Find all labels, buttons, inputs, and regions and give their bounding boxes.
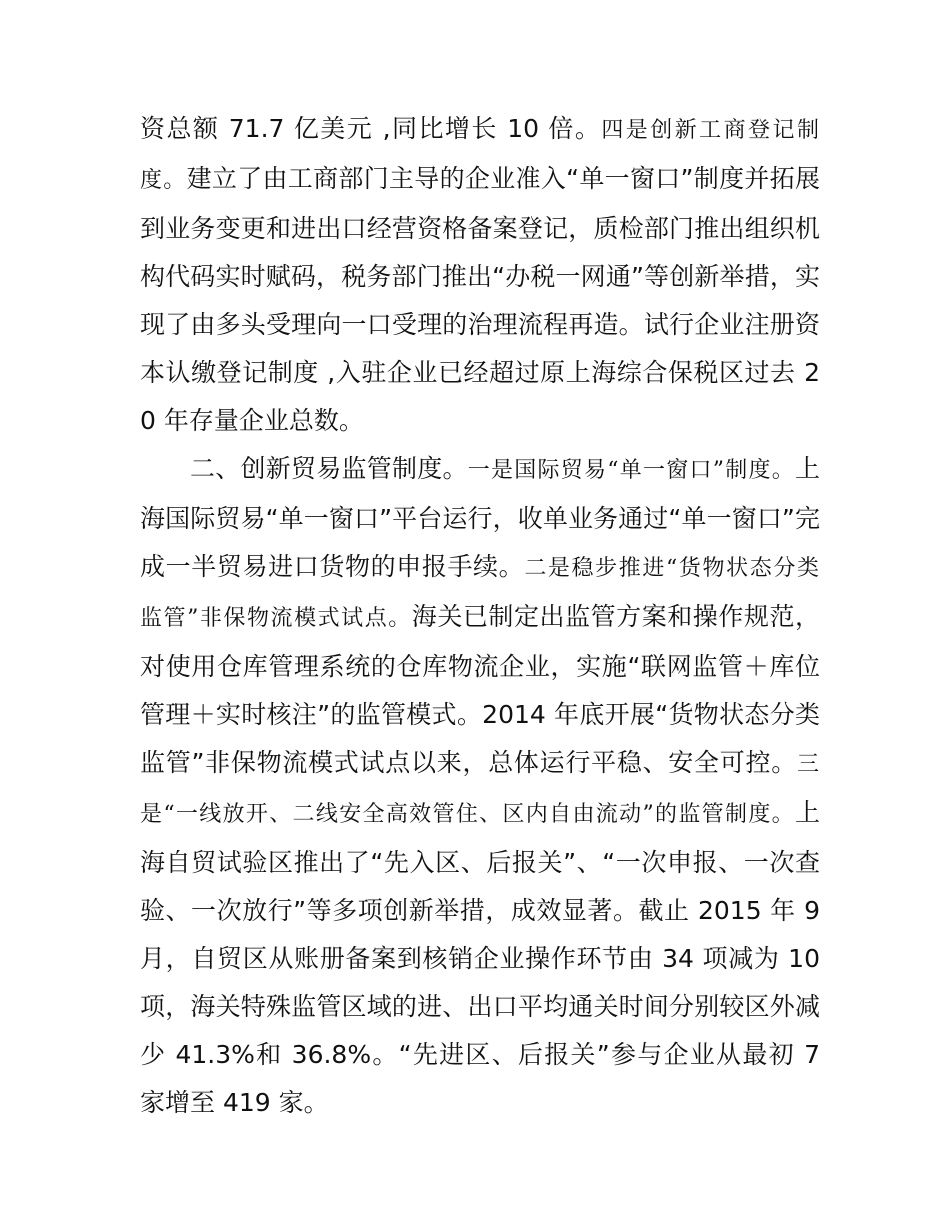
document-body	[140, 105, 820, 1127]
paragraph-1-heading: 四是创新工商登记制度。	[140, 118, 820, 193]
subheading-2: 二是稳步推进“货物状态分类监管”非保物流模式试点。	[140, 556, 820, 631]
paragraph-2-text-3: 上海自贸试验区推出了“先入区、后报关”、“一次申报、一次查验、一次放行”等多项创新举措，成效显著。截止 2015 年 9 月，自贸区从账册备案到核销企业操作环节由 34 项减为 10 项，海关特殊监管区域的进、出口平均通关时间分别较区外减少 41.3%和 36.8%。“先进区、后报关”参与企业从最初 7 家增至 419 家。	[140, 798, 820, 1117]
section-heading: 二、创新贸易监管制度。	[190, 454, 468, 483]
subheading-3: 三是“一线放开、二线安全高效管住、区内自由流动”的监管制度。	[140, 752, 820, 827]
paragraph-2-text-1: 上海国际贸易“单一窗口”平台运行，收单业务通过“单一窗口”完成一半贸易进口货物的申报手续。	[140, 454, 820, 581]
paragraph-1-text-2: 建立了由工商部门主导的企业准入“单一窗口”制度并拓展到业务变更和进出口经营资格备案登记，质检部门推出组织机构代码实时赋码，税务部门推出“办税一网通”等创新举措，实现了由多头受理向一口受理的治理流程再造。试行企业注册资本认缴登记制度 ,入驻企业已经超过原上海综合保税区过去 20 年存量企业总数。	[140, 164, 820, 435]
paragraph-1-text-1: 资总额 71.7 亿美元 ,同比增长 10 倍。	[140, 114, 602, 143]
paragraph-2	[140, 445, 820, 1127]
subheading-1: 一是国际贸易“单一窗口”制度。	[467, 458, 795, 483]
paragraph-1	[140, 105, 820, 445]
paragraph-2-text-2: 海关已制定出监管方案和操作规范，对使用仓库管理系统的仓库物流企业，实施“联网监管＋库位管理＋实时核注”的监管模式。2014 年底开展“货物状态分类监管”非保物流模式试点以来，总体运行平稳、安全可控。	[140, 602, 820, 777]
